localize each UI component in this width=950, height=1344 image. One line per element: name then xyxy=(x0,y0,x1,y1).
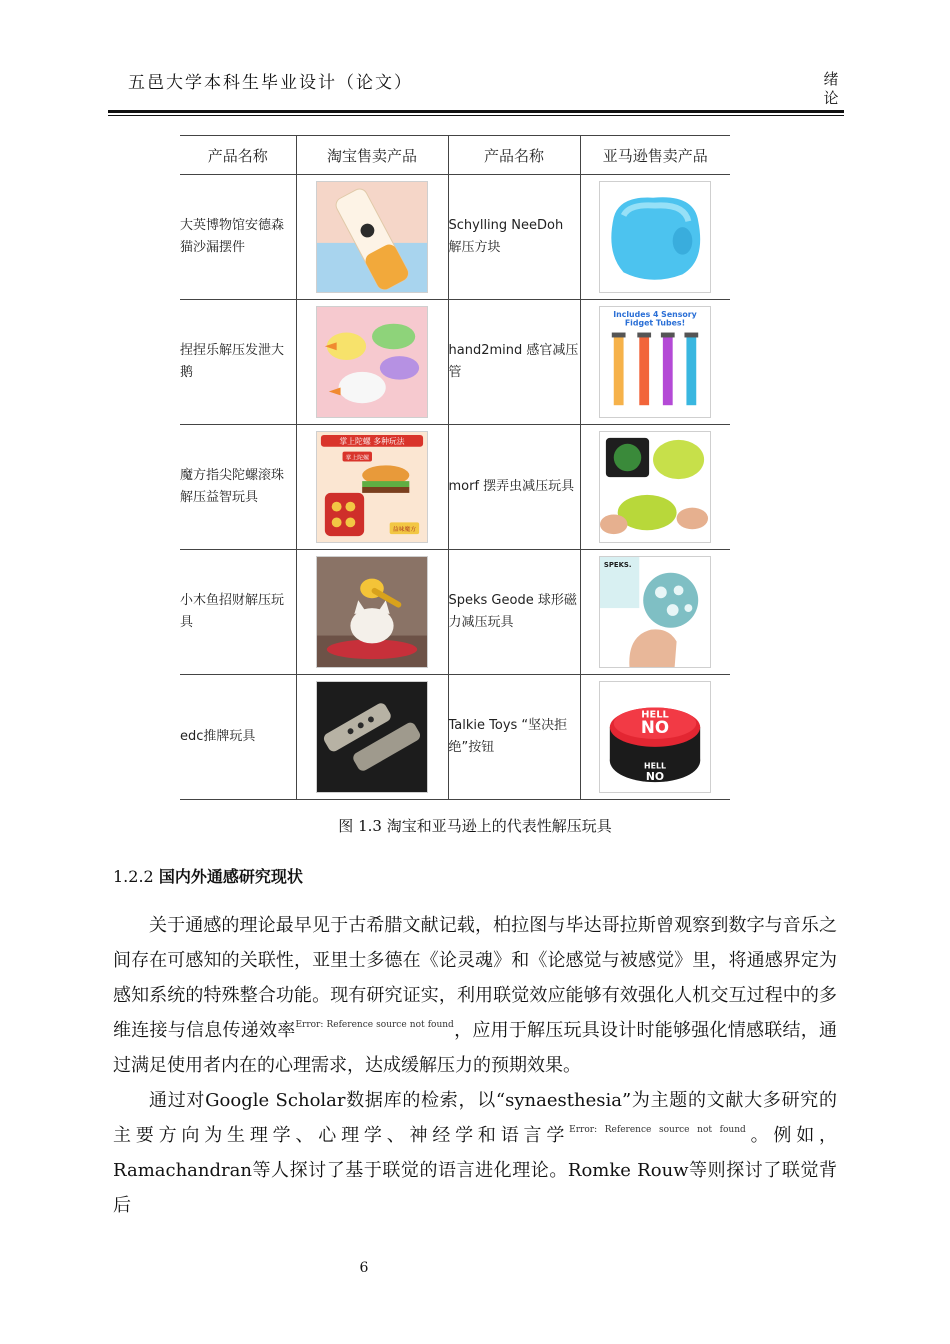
speks-geode-image xyxy=(599,556,711,668)
svg-text:HELL: HELL xyxy=(641,709,669,721)
svg-text:掌上陀螺: 掌上陀螺 xyxy=(345,455,370,462)
product-comparison-table xyxy=(180,135,730,800)
reference-error-note: Error: Reference source not found xyxy=(295,1020,454,1030)
paragraph-text: 通过对Google Scholar数据库的检索，以“synaesthesia”为主题的文献大多研究的主要方向为生理学、心理学、神经学和语言学 xyxy=(113,1090,837,1146)
taobao-product-name: 捏捏乐解压发泄大鹅 xyxy=(180,300,296,425)
wooden-fish-cat-image xyxy=(316,556,428,668)
amazon-product-image-cell xyxy=(580,675,730,800)
amazon-product-image-cell xyxy=(580,175,730,300)
taobao-product-image-cell xyxy=(296,550,448,675)
svg-text:益味魔方: 益味魔方 xyxy=(392,527,417,534)
header-product-name-2: 产品名称 xyxy=(448,136,580,175)
paragraph xyxy=(113,908,837,1083)
table-header-row xyxy=(180,136,730,175)
running-header-chapter: 绪论 xyxy=(823,70,839,107)
svg-text:NO: NO xyxy=(646,770,665,784)
table-row xyxy=(180,675,730,800)
amazon-product-image-cell xyxy=(580,425,730,550)
table-row xyxy=(180,425,730,550)
svg-text:SPEKS.: SPEKS. xyxy=(604,560,632,569)
needoh-cube-image xyxy=(599,181,711,293)
section-heading xyxy=(113,864,303,887)
paragraph xyxy=(113,1083,837,1223)
header-amazon-product: 亚马逊售卖产品 xyxy=(580,136,730,175)
svg-text:掌上陀螺 多种玩法: 掌上陀螺 多种玩法 xyxy=(339,436,405,446)
squeeze-goose-image xyxy=(316,306,428,418)
taobao-product-image-cell xyxy=(296,675,448,800)
header-product-name: 产品名称 xyxy=(180,136,296,175)
edc-push-slider-image xyxy=(316,681,428,793)
paragraph-text: ，应用于解压玩具设计时能够强化情感联结，通过满足使用者内在的心理需求，达成缓解压力的预期效果。 xyxy=(113,1020,838,1076)
taobao-product-image-cell xyxy=(296,300,448,425)
paragraph-text: 关于通感的理论最早见于古希腊文献记载，柏拉图与毕达哥拉斯曾观察到数字与音乐之间存在可感知的关联性，亚里士多德在《论灵魂》和《论感觉与被感觉》里，将通感界定为感知系统的特殊整合功能。现有研究证实，利用联觉效应能够有效强化人机交互过程中的多维连接与信息传递效率 xyxy=(113,915,837,1041)
paragraph-text: 。例如，Ramachandran等人探讨了基于联觉的语言进化理论。Romke Rouw等则探讨了联觉背后 xyxy=(113,1125,837,1216)
svg-text:Includes 4 Sensory: Includes 4 Sensory xyxy=(613,309,698,319)
fidget-spinner-cube-image xyxy=(316,431,428,543)
sensory-tubes-image xyxy=(599,306,711,418)
amazon-product-name: hand2mind 感官减压管 xyxy=(448,300,580,425)
svg-text:HELL: HELL xyxy=(644,761,667,771)
amazon-product-name: Talkie Toys “坚决拒绝”按钮 xyxy=(448,675,580,800)
page-number: 6 xyxy=(359,1260,369,1276)
taobao-product-name: edc推牌玩具 xyxy=(180,675,296,800)
taobao-product-image-cell xyxy=(296,425,448,550)
running-header-title: 五邑大学本科生毕业设计（论文） xyxy=(128,73,413,93)
taobao-product-image-cell xyxy=(296,175,448,300)
table-row xyxy=(180,550,730,675)
morf-worm-image xyxy=(599,431,711,543)
amazon-product-name: Schylling NeeDoh 解压方块 xyxy=(448,175,580,300)
cat-hourglass-image xyxy=(316,181,428,293)
amazon-product-image-cell xyxy=(580,550,730,675)
amazon-product-image-cell xyxy=(580,300,730,425)
taobao-product-name: 大英博物馆安德森猫沙漏摆件 xyxy=(180,175,296,300)
header-rule-thick xyxy=(108,110,844,113)
header-taobao-product: 淘宝售卖产品 xyxy=(296,136,448,175)
svg-text:NO: NO xyxy=(641,718,670,738)
section-number: 1.2.2 xyxy=(113,867,154,886)
section-title: 国内外通感研究现状 xyxy=(158,867,303,886)
amazon-product-name: morf 摆弄虫减压玩具 xyxy=(448,425,580,550)
svg-text:Fidget Tubes!: Fidget Tubes! xyxy=(625,318,686,328)
table-row xyxy=(180,175,730,300)
figure-caption: 图 1.3 淘宝和亚马逊上的代表性解压玩具 xyxy=(338,817,612,835)
body-text xyxy=(113,908,837,1223)
table-row xyxy=(180,300,730,425)
header-rule-thin xyxy=(108,115,844,116)
reference-error-note: Error: Reference source not found xyxy=(569,1125,746,1135)
hell-no-button-image xyxy=(599,681,711,793)
taobao-product-name: 小木鱼招财解压玩具 xyxy=(180,550,296,675)
taobao-product-name: 魔方指尖陀螺滚珠解压益智玩具 xyxy=(180,425,296,550)
amazon-product-name: Speks Geode 球形磁力减压玩具 xyxy=(448,550,580,675)
